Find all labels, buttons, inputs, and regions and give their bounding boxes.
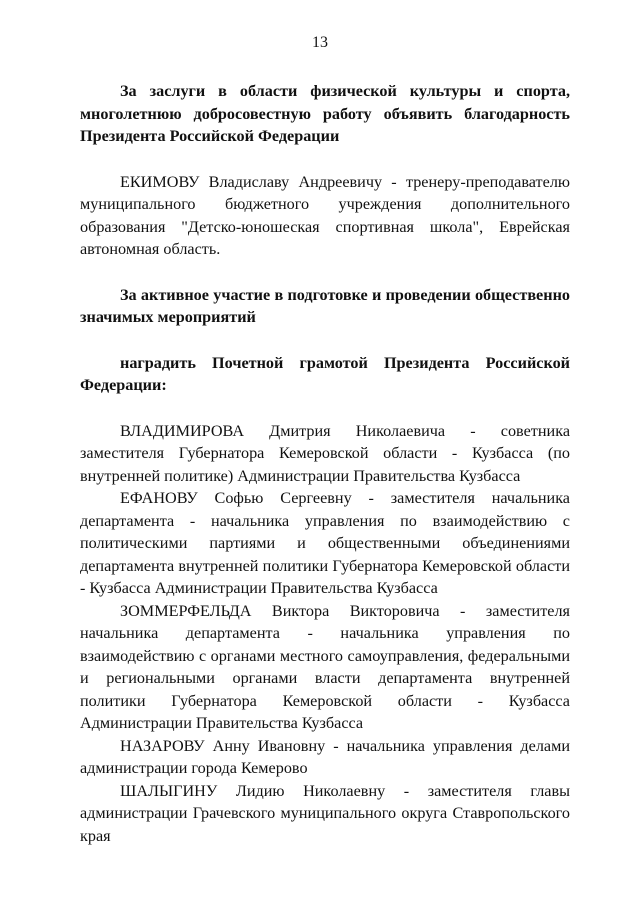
section-heading-activity: За активное участие в подготовке и проведении общественно значимых мероприятий bbox=[80, 285, 570, 326]
award-entry-ekimov: ЕКИМОВУ Владиславу Андреевичу - тренеру-преподавателю муниципального бюджетного учреждения дополнительного образования "Детско-юношеская спортивная школа", Еврейская автономная область. bbox=[80, 172, 570, 258]
section-heading-gratitude: За заслуги в области физической культуры и спорта, многолетнюю добросовестную работу объявить благодарность Президента Российской Федерации bbox=[80, 82, 570, 145]
document-body bbox=[80, 80, 570, 847]
award-entry-vladimirova: ВЛАДИМИРОВА Дмитрия Николаевича - советника заместителя Губернатора Кемеровской области - Кузбасса (по внутренней политике) Администрации Правительства Кузбасса bbox=[80, 421, 570, 485]
award-entry-nazarova: НАЗАРОВУ Анну Ивановну - начальника управления делами администрации города Кемерово bbox=[80, 736, 570, 777]
award-entry-zommerfeld: ЗОММЕРФЕЛЬДА Виктора Викторовича - заместителя начальника департамента - начальника управления по взаимодействию с органами местного самоуправления, федеральными и региональными органами власти департамента внутренней политики Губернатора Кемеровской области - Кузбасса Администрации Правительства Кузбасса bbox=[80, 601, 570, 732]
section-heading-award: наградить Почетной грамотой Президента Российской Федерации: bbox=[80, 353, 570, 394]
award-entry-shalygina: ШАЛЫГИНУ Лидию Николаевну - заместителя главы администрации Грачевского муниципального округа Ставропольского края bbox=[80, 781, 570, 845]
award-entry-efanova: ЕФАНОВУ Софью Сергеевну - заместителя начальника департамента - начальника управления по взаимодействию с политическими партиями и общественными объединениями департамента внутренней политики Губернатора Кемеровской области - Кузбасса Администрации Правительства Кузбасса bbox=[80, 489, 570, 597]
page-number: 13 bbox=[312, 34, 328, 51]
